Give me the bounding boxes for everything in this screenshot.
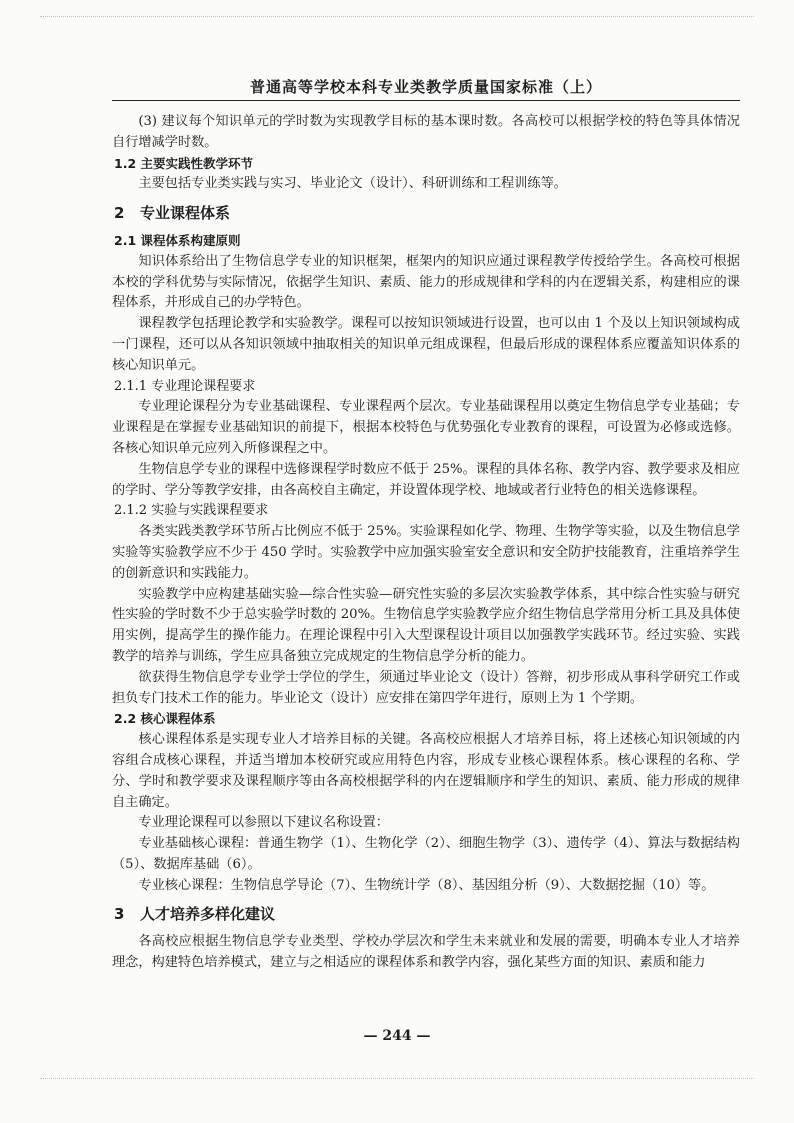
- paragraph: 各高校应根据生物信息学专业类型、学校办学层次和学生未来就业和发展的需要，明确本专业人才培养理念，构建特色培养模式，建立与之相适应的课程体系和教学内容，强化某些方面的知识、素质和能力: [112, 934, 740, 971]
- subsection-heading: 2.1 课程体系构建原则: [114, 232, 241, 248]
- paragraph: 知识体系给出了生物信息学专业的知识框架，框架内的知识应通过课程教学传授给学生。各高校可根据本校的学科优势与实际情况，依据学生知识、素质、能力的形成规律和学科的内在逻辑关系，构建相应的课程体系，并形成自己的办学特色。: [112, 253, 740, 311]
- running-header: 普通高等学校本科专业类教学质量国家标准（上）: [249, 78, 602, 96]
- paragraph: 实验教学中应构建基础实验—综合性实验—研究性实验的多层次实验教学体系，其中综合性实验与研究性实验的学时数不少于总实验学时数的 20%。生物信息学实验教学应介绍生物信息学常用分析工具及具体使用实例，提高学生的操作能力。在理论课程中引入大型课程设计项目以加强教学实践环节。经过实验、实践教学的培养与训练，学生应具备独立完成规定的生物信息学分析的能力。: [112, 586, 740, 664]
- paragraph: (3) 建议每个知识单元的学时数为实现教学目标的基本课时数。各高校可以根据学校的特色等具体情况自行增减学时数。: [112, 114, 740, 150]
- section-heading: [112, 203, 740, 224]
- scan-artifact-bottom: [40, 1078, 754, 1079]
- section-number: 3: [114, 905, 125, 924]
- paragraph: 专业理论课程可以参照以下建议名称设置：: [138, 815, 389, 831]
- subsection-heading: 1.2 主要实践性教学环节: [114, 155, 253, 171]
- paragraph: 核心课程体系是实现专业人才培养目标的关键。各高校应根据人才培养目标，将上述核心知识领域的内容组合成核心课程，并适当增加本校研究或应用特色内容，形成专业核心课程体系。核心课程的名称、学分、学时和教学要求及课程顺序等由各高校根据学科的内在逻辑顺序和学生的知识、素质、能力形成的规律自主确定。: [112, 732, 740, 810]
- section-title: 人才培养多样化建议: [140, 905, 276, 924]
- scan-artifact-top: [40, 16, 754, 17]
- paragraph: 生物信息学专业的课程中选修课程学时数应不低于 25%。课程的具体名称、教学内容、教学要求及相应的学时、学分等教学安排，由各高校自主确定，并设置体现学校、地域或者行业特色的相关选修课程。: [112, 461, 740, 498]
- subsubsection-heading: 2.1.2 实验与实践课程要求: [114, 503, 269, 519]
- paragraph: 各类实践类教学环节所占比例应不低于 25%。实验课程如化学、物理、生物学等实验，以及生物信息学实验等实验教学应不少于 450 学时。实验教学中应加强实验室安全意识和安全防护技能教育，注重培养学生的创新意识和实践能力。: [112, 524, 740, 581]
- paragraph: 专业基础核心课程：普通生物学（1）、生物化学（2）、细胞生物学（3）、遗传学（4）、算法与数据结构（5）、数据库基础（6）。: [112, 836, 740, 872]
- page-number: — 244 —: [363, 1028, 431, 1044]
- subsection-heading: 2.2 核心课程体系: [114, 711, 216, 727]
- section-heading: [112, 904, 740, 925]
- section-number: 2: [114, 204, 125, 223]
- section-title: 专业课程体系: [140, 204, 231, 223]
- paragraph: 专业核心课程：生物信息学导论（7）、生物统计学（8）、基因组分析（9）、大数据挖掘（10）等。: [138, 877, 715, 893]
- paragraph: 课程教学包括理论教学和实验教学。课程可以按知识领域进行设置，也可以由 1 个及以上知识领域构成一门课程，还可以从各知识领域中抽取相关的知识单元组成课程，但最后形成的课程体系应覆盖知识体系的核心知识单元。: [112, 316, 740, 373]
- paragraph: 欲获得生物信息学专业学士学位的学生，须通过毕业论文（设计）答辩，初步形成从事科学研究工作或担负专门技术工作的能力。毕业论文（设计）应安排在第四学年进行，原则上为 1 个学期。: [112, 669, 740, 706]
- header-rule: [112, 100, 740, 101]
- document-body: [112, 112, 740, 974]
- subsubsection-heading: 2.1.1 专业理论课程要求: [114, 378, 256, 394]
- paragraph: 主要包括专业类实践与实习、毕业论文（设计）、科研训练和工程训练等。: [138, 176, 567, 192]
- paragraph: 专业理论课程分为专业基础课程、专业课程两个层次。专业基础课程用以奠定生物信息学专业基础；专业课程是在掌握专业基础知识的前提下，根据本校特色与优势强化专业教育的课程，可设置为必修或选修。各核心知识单元应列入所修课程之中。: [112, 399, 740, 456]
